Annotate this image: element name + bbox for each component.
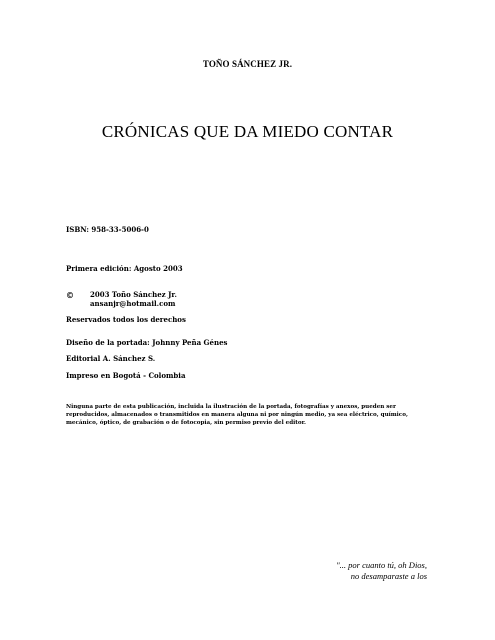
publisher-line: Editorial A. Sánchez S. xyxy=(66,354,156,363)
epigraph-line-2: no desamparaste a los xyxy=(350,571,427,581)
book-title: CRÓNICAS QUE DA MIEDO CONTAR xyxy=(101,122,394,141)
copyright-holder: 2003 Toño Sánchez Jr. xyxy=(90,290,177,299)
author-name: TOÑO SÁNCHEZ JR. xyxy=(202,59,293,69)
printed-line: Impreso en Bogotá - Colombia xyxy=(66,371,186,380)
copyright-symbol: © xyxy=(66,290,74,300)
cover-design-line: Diseño de la portada: Johnny Peña Génes xyxy=(66,338,228,347)
epigraph xyxy=(336,560,427,582)
legal-notice: Ninguna parte de esta publicación, incluida la ilustración de la portada, fotografías y anexos, pueden ser reproducidos, almacenados o transmitidos en manera alguna ni por ningún medio, ya sea eléctrico, químico, mecánico, óptico, de grabación o de fotocopia, sin permiso previo del editor. xyxy=(66,404,408,427)
copyright-block xyxy=(90,290,177,308)
edition-line: Primera edición: Agosto 2003 xyxy=(66,264,183,273)
rights-line: Reservados todos los derechos xyxy=(66,315,186,324)
isbn-line: ISBN: 958-33-5006-0 xyxy=(66,225,149,234)
epigraph-line-1: "... por cuanto tú, oh Dios, xyxy=(336,560,427,570)
author-email: ansanjr@hotmail.com xyxy=(90,299,176,308)
